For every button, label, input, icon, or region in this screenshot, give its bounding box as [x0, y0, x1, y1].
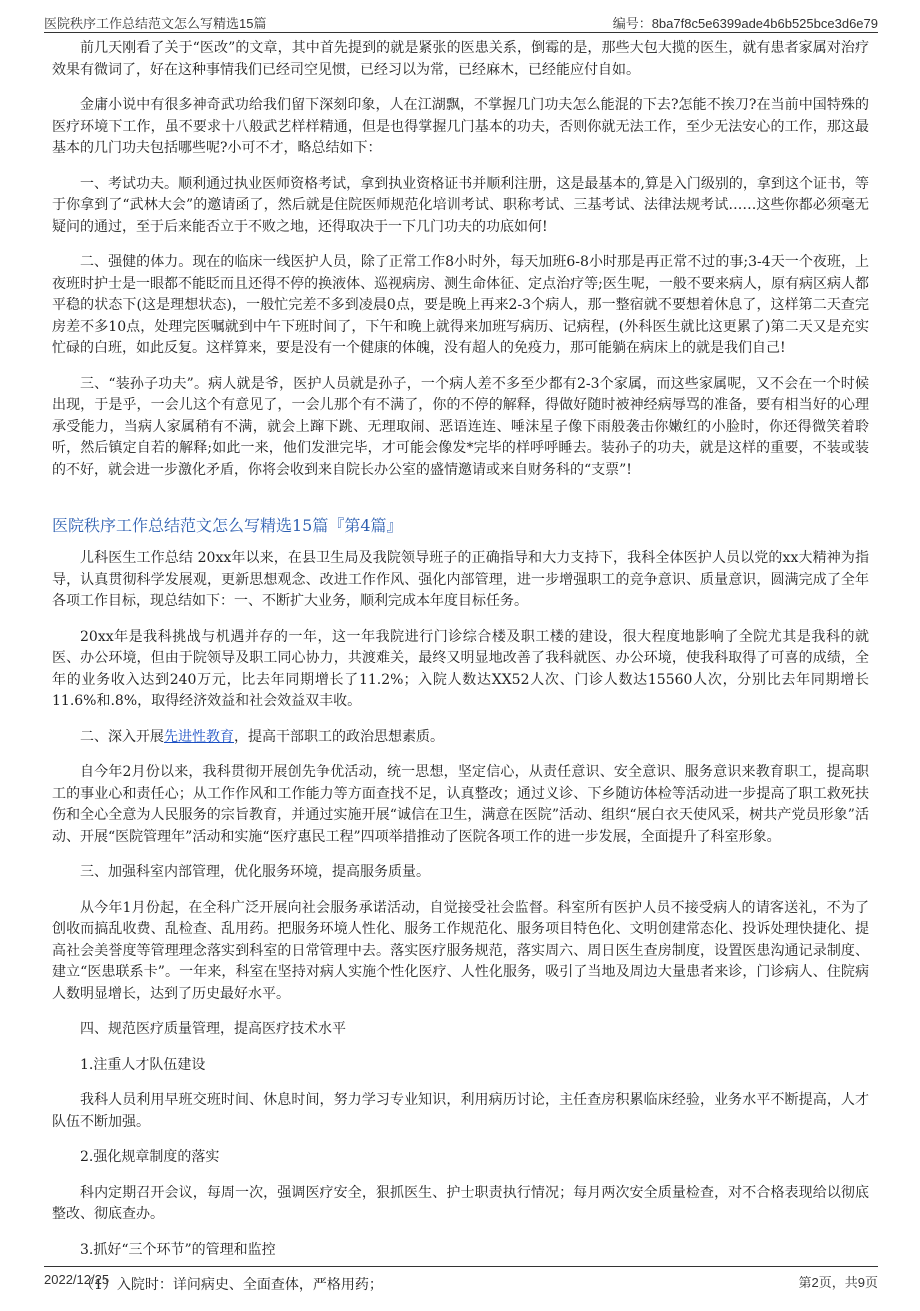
paragraph: 一、考试功夫。顺利通过执业医师资格考试，拿到执业资格证书并顺利注册，这是最基本的,算是入门级别的，拿到这个证书，等于你拿到了“武林大会”的邀请函了，然后就是住院医师规范化培训考试、职称考试、三基考试、法律法规考试……这些你都必须毫无疑问的通过，至于后来能否立于不败之地，还得取决于一下几门功夫的功底如何! — [52, 175, 869, 235]
paragraph: 2.强化规章制度的落实 — [80, 1149, 220, 1165]
paragraph: 科内定期召开会议，每周一次，强调医疗安全，狠抓医生、护士职责执行情况；每月两次安全质量检查，对不合格表现给以彻底整改、彻底查办。 — [52, 1184, 869, 1222]
paragraph: 我科人员利用早班交班时间、休息时间，努力学习专业知识，利用病历讨论，主任查房积累临床经验，业务水平不断提高，人才队伍不断加强。 — [52, 1092, 869, 1130]
paragraph: 1.注重人才队伍建设 — [80, 1056, 206, 1073]
document-body — [52, 38, 869, 1311]
paragraph-with-link — [52, 727, 869, 749]
paragraph: 三、加强科室内部管理，优化服务环境，提高服务质量。 — [80, 864, 430, 880]
page-number: 第2页，共9页 — [798, 1275, 878, 1290]
paragraph: 从今年1月份起，在全科广泛开展向社会服务承诺活动，自觉接受社会监督。科室所有医护人员不接受病人的请客送礼，不为了创收而搞乱收费、乱检查、乱用药。把服务环境人性化、服务工作规范化、服务项目特色化、文明创建常态化、投诉处理快捷化、提高社会美誉度等管理理念落实到科室的日常管理中去。落实医疗服务规范，落实周六、周日医生查房制度，设置医患沟通记录制度、建立“医患联系卡”。一年来，科室在坚持对病人实施个性化医疗、人性化服务，吸引了当地及周边大量患者来诊，门诊病人、住院病人数明显增长，达到了历史最好水平。 — [52, 899, 869, 1002]
page-footer — [44, 1266, 878, 1291]
section-heading: 医院秩序工作总结范文怎么写精选15篇『第4篇』 — [52, 516, 403, 535]
text: 二、深入开展 — [80, 728, 164, 745]
paragraph: 三、“装孙子功夫”。病人就是爷，医护人员就是孙子，一个病人差不多至少都有2-3个家属，而这些家属呢，又不会在一个时候出现，于是乎，一会儿这个有意见了，一会儿那个有不满了，你的不停的解释，得做好随时被神经病辱骂的准备，要有相当好的心理承受能力，当病人家属稍有不满，就会上蹿下跳、无理取闹、恶语连连、唾沫星子像下雨般袭击你嫩红的小脸时，你还得微笑着聆听，然后镇定自若的解释;如此一来，他们发泄完毕，才可能会像发*完毕的样呼呼睡去。装孙子的功夫，就是这样的重要，不装或装的不好，就会进一步激化矛盾，你将会收到来自院长办公室的盛情邀请或来自财务科的“支票”! — [52, 375, 869, 478]
paragraph: 前几天刚看了关于“医改”的文章，其中首先提到的就是紧张的医患关系，倒霉的是，那些大包大揽的医生，就有患者家属对治疗效果有微词了，好在这种事情我们已经司空见惯，已经习以为常，已经麻木，已经能应付自如。 — [52, 40, 869, 78]
paragraph: 儿科医生工作总结 20xx年以来，在县卫生局及我院领导班子的正确指导和大力支持下，我科全体医护人员以党的xx大精神为指导，认真贯彻科学发展观，更新思想观念、改进工作作风、强化内部管理，进一步增强职工的竞争意识、质量意识，圆满完成了全年各项工作目标，现总结如下：一、不断扩大业务，顺利完成本年度目标任务。 — [52, 550, 869, 609]
advanced-education-link[interactable]: 先进性教育 — [164, 728, 234, 745]
paragraph: 四、规范医疗质量管理，提高医疗技术水平 — [80, 1021, 346, 1037]
paragraph: （1）入院时：详问病史、全面查体，严格用药； — [80, 1277, 383, 1293]
document-code: 编号：8ba7f8c5e6399ade4b6b525bce3d6e79 — [612, 16, 878, 31]
text: ，提高干部职工的政治思想素质。 — [234, 728, 444, 745]
document-title: 医院秩序工作总结范文怎么写精选15篇 — [44, 16, 267, 31]
paragraph: 金庸小说中有很多神奇武功给我们留下深刻印象，人在江湖飘，不掌握几门功夫怎么能混的下去?怎能不挨刀?在当前中国特殊的医疗环境下工作，虽不要求十八般武艺样样精通，但是也得掌握几门基本的功夫，否则你就无法工作，至少无法安心的工作，那这最基本的几门功夫包括哪些呢?小可不才，略总结如下： — [52, 97, 869, 156]
paragraph: 20xx年是我科挑战与机遇并存的一年，这一年我院进行门诊综合楼及职工楼的建设，很大程度地影响了全院尤其是我科的就医、办公环境，但由于院领导及职工同心协力，共渡难关，最终又明显地改善了我科就医、办公环境，使我科取得了可喜的成绩，全年的业务收入达到240万元，比去年同期增长了11.2%；入院人数达XX52人次、门诊人数达15560人次，分别比去年同期增长11.6%和.8%，取得经济效益和社会效益双丰收。 — [52, 628, 869, 709]
footer-date: 2022/12/25 — [44, 1272, 110, 1287]
page-header — [44, 10, 878, 33]
paragraph: 3.抓好“三个环节”的管理和监控 — [80, 1241, 276, 1258]
paragraph: 自今年2月份以来，我科贯彻开展创先争优活动，统一思想，坚定信心，从责任意识、安全意识、服务意识来教育职工，提高职工的事业心和责任心；从工作作风和工作能力等方面查找不足，认真整改；通过义诊、下乡随访体检等活动进一步提高了职工救死扶伤和全心全意为人民服务的宗旨教育，并通过实施开展“诚信在卫生，满意在医院”活动、组织“展白衣天使风采，树共产党员形象”活动、开展“医院管理年”活动和实施“医疗惠民工程”四项举措推动了医院各项工作的进一步发展，全面提升了科室形象。 — [52, 764, 869, 845]
paragraph: 二、强健的体力。现在的临床一线医护人员，除了正常工作8小时外，每天加班6-8小时那是再正常不过的事;3-4天一个夜班，上夜班时护士是一眼都不能眨而且还得不停的换液体、巡视病房、测生命体征、定点治疗等;医生呢，一般不要来病人，原有病区病人都平稳的状态下(这是理想状态)，一般忙完差不多到凌晨0点，要是晚上再来2-3个病人，那一整宿就不要想着休息了，这样第二天查完房差不多10点，处理完医嘱就到中午下班时间了，下午和晚上就得来加班写病历、记病程，(外科医生就比这更累了)第二天又是充实忙碌的白班，如此反复。这样算来，要是没有一个健康的体魄，没有超人的免疫力，那可能躺在病床上的就是我们自己! — [52, 254, 869, 356]
